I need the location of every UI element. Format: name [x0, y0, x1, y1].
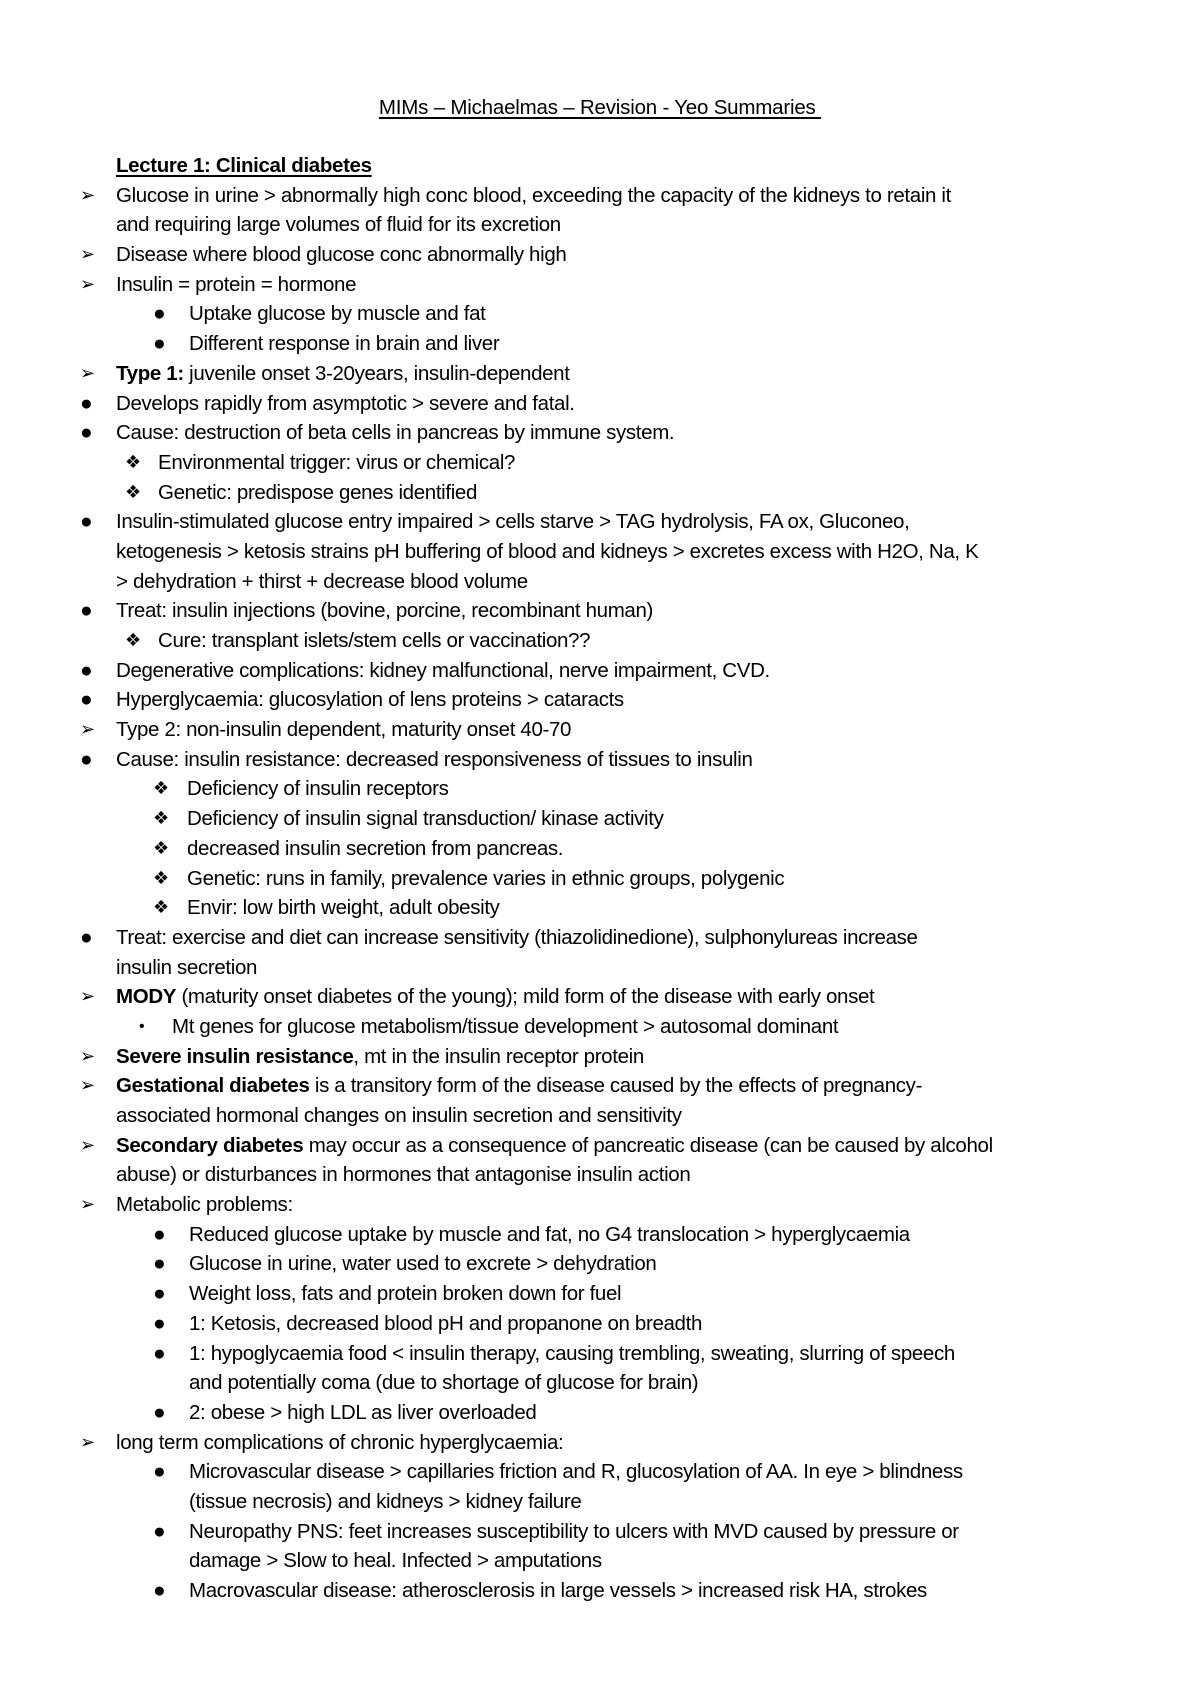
note-line: [0, 685, 1200, 715]
note-line: [0, 1428, 1200, 1458]
note-line: [0, 745, 1200, 775]
note-line: [0, 418, 1200, 448]
diamond-bullet-icon: ❖: [125, 630, 141, 650]
note-line: [0, 1101, 1200, 1131]
round-bullet-icon: ●: [153, 1311, 166, 1335]
note-line: [0, 1576, 1200, 1606]
note-line: [0, 656, 1200, 686]
note-text: Disease where blood glucose conc abnormally high: [116, 243, 567, 267]
round-bullet-icon: ●: [153, 1400, 166, 1424]
note-text: [116, 1042, 644, 1072]
note-line: [0, 329, 1200, 359]
note-line: [0, 1220, 1200, 1250]
note-line: [0, 1546, 1200, 1576]
arrow-bullet-icon: ➢: [80, 1134, 95, 1155]
note-line: [0, 1279, 1200, 1309]
note-text: Environmental trigger: virus or chemical?: [158, 450, 516, 474]
note-text: > dehydration + thirst + decrease blood volume: [116, 569, 528, 593]
diamond-bullet-icon: ❖: [153, 808, 169, 829]
note-line: [0, 864, 1200, 894]
note-line: [0, 1042, 1200, 1072]
note-text: Glucose in urine, water used to excrete > dehydration: [189, 1252, 657, 1276]
note-line: [0, 210, 1200, 240]
note-text: Insulin = protein = hormone: [116, 272, 357, 296]
round-bullet-icon: ●: [153, 332, 166, 356]
small-bullet-icon: •: [139, 1017, 145, 1035]
note-text-rest: (maturity onset diabetes of the young); mild form of the disease with early onset: [176, 985, 875, 1009]
round-bullet-icon: ●: [153, 1341, 166, 1365]
diamond-bullet-icon: ❖: [153, 867, 169, 888]
note-text: Envir: low birth weight, adult obesity: [187, 896, 500, 920]
note-line: [0, 923, 1200, 953]
note-text: [116, 982, 874, 1012]
document-title: MIMs – Michaelmas – Revision - Yeo Summaries: [378, 96, 822, 119]
note-line: [0, 1339, 1200, 1369]
note-line: [0, 1071, 1200, 1101]
arrow-bullet-icon: ➢: [80, 1431, 95, 1452]
round-bullet-icon: ●: [80, 391, 93, 415]
document-body: [0, 151, 1200, 1606]
arrow-bullet-icon: ➢: [80, 1075, 95, 1096]
section-heading: [0, 151, 1200, 181]
note-text: Reduced glucose uptake by muscle and fat, no G4 translocation > hyperglycaemia: [189, 1222, 910, 1246]
note-text: Cure: transplant islets/stem cells or vaccination??: [158, 629, 591, 652]
note-text: (tissue necrosis) and kidneys > kidney failure: [189, 1489, 582, 1513]
diamond-bullet-icon: ❖: [153, 897, 169, 918]
note-text: Insulin-stimulated glucose entry impaired > cells starve > TAG hydrolysis, FA ox, Gluconeo,: [116, 510, 910, 534]
note-text: decreased insulin secretion from pancreas.: [187, 836, 564, 860]
note-line: [0, 1012, 1200, 1042]
diamond-bullet-icon: ❖: [125, 451, 141, 472]
note-line: [0, 804, 1200, 834]
note-line: [0, 953, 1200, 983]
note-line: [0, 893, 1200, 923]
note-line: [0, 834, 1200, 864]
note-line: [0, 982, 1200, 1012]
note-text-rest: juvenile onset 3-20years, insulin-dependent: [183, 361, 570, 385]
note-text: long term complications of chronic hyperglycaemia:: [116, 1430, 564, 1454]
note-text: Microvascular disease > capillaries friction and R, glucosylation of AA. In eye > blindness: [189, 1460, 963, 1484]
note-text-rest: may occur as a consequence of pancreatic disease (can be caused by alcohol: [303, 1133, 993, 1157]
note-text: Cause: insulin resistance: decreased responsiveness of tissues to insulin: [116, 747, 753, 771]
note-line: [0, 448, 1200, 478]
note-line: [0, 596, 1200, 626]
note-text: Cause: destruction of beta cells in pancreas by immune system.: [116, 421, 675, 445]
arrow-bullet-icon: ➢: [80, 273, 95, 294]
note-text: Treat: exercise and diet can increase sensitivity (thiazolidinedione), sulphonylureas increase: [116, 925, 918, 949]
note-text: and potentially coma (due to shortage of glucose for brain): [189, 1371, 699, 1395]
bold-term: Secondary diabetes: [116, 1133, 304, 1157]
note-line: [0, 626, 1200, 656]
round-bullet-icon: ●: [80, 421, 93, 445]
round-bullet-icon: ●: [153, 1222, 166, 1246]
note-text: [116, 359, 570, 389]
note-text: Develops rapidly from asymptotic > severe and fatal.: [116, 391, 575, 415]
note-line: [0, 478, 1200, 508]
round-bullet-icon: ●: [80, 599, 93, 623]
arrow-bullet-icon: ➢: [80, 986, 95, 1007]
note-line: [0, 1131, 1200, 1161]
note-text: Mt genes for glucose metabolism/tissue development > autosomal dominant: [172, 1014, 839, 1038]
note-text: associated hormonal changes on insulin secretion and sensitivity: [116, 1104, 682, 1127]
round-bullet-icon: ●: [153, 1282, 166, 1306]
note-text: abuse) or disturbances in hormones that antagonise insulin action: [116, 1163, 691, 1187]
arrow-bullet-icon: ➢: [80, 362, 95, 383]
note-text: Type 2: non-insulin dependent, maturity onset 40-70: [116, 718, 572, 742]
arrow-bullet-icon: ➢: [80, 184, 95, 205]
bold-term: Gestational diabetes: [116, 1074, 310, 1098]
note-text: Neuropathy PNS: feet increases susceptibility to ulcers with MVD caused by pressure or: [189, 1519, 959, 1543]
note-line: [0, 567, 1200, 597]
note-text-rest: is a transitory form of the disease caused by the effects of pregnancy-: [309, 1074, 923, 1098]
note-line: [0, 1190, 1200, 1220]
bold-term: Type 1:: [116, 361, 184, 385]
note-text: Degenerative complications: kidney malfunctional, nerve impairment, CVD.: [116, 658, 770, 682]
round-bullet-icon: ●: [153, 302, 166, 326]
note-line: [0, 774, 1200, 804]
note-line: [0, 1517, 1200, 1547]
note-line: [0, 537, 1200, 567]
note-text: Metabolic problems:: [116, 1193, 293, 1217]
note-text: [116, 1071, 922, 1101]
diamond-bullet-icon: ❖: [153, 778, 169, 799]
note-text: Hyperglycaemia: glucosylation of lens proteins > cataracts: [116, 688, 624, 712]
note-line: [0, 389, 1200, 419]
note-text: and requiring large volumes of fluid for its excretion: [116, 213, 561, 237]
round-bullet-icon: ●: [153, 1579, 166, 1602]
note-text: Deficiency of insulin receptors: [187, 777, 449, 801]
note-text: Genetic: predispose genes identified: [158, 480, 478, 504]
arrow-bullet-icon: ➢: [80, 1045, 95, 1066]
arrow-bullet-icon: ➢: [80, 244, 95, 265]
note-text: damage > Slow to heal. Infected > amputations: [189, 1549, 602, 1573]
note-line: [0, 299, 1200, 329]
note-line: [0, 1249, 1200, 1279]
note-line: [0, 1368, 1200, 1398]
note-line: [0, 507, 1200, 537]
note-text: 1: hypoglycaemia food < insulin therapy, causing trembling, sweating, slurring of speech: [189, 1341, 955, 1365]
note-text: Glucose in urine > abnormally high conc blood, exceeding the capacity of the kidneys to retain it: [116, 183, 951, 207]
note-line: [0, 270, 1200, 300]
diamond-bullet-icon: ❖: [125, 481, 141, 502]
note-text: insulin secretion: [116, 955, 258, 979]
round-bullet-icon: ●: [153, 1460, 166, 1484]
note-line: [0, 240, 1200, 270]
note-line: [0, 1309, 1200, 1339]
note-text: Macrovascular disease: atherosclerosis in large vessels > increased risk HA, strokes: [189, 1579, 927, 1602]
bold-term: Severe insulin resistance: [116, 1044, 354, 1068]
note-text: Lecture 1: Clinical diabetes: [116, 154, 372, 177]
note-text-rest: , mt in the insulin receptor protein: [353, 1044, 644, 1068]
note-line: [0, 715, 1200, 745]
note-line: [0, 1457, 1200, 1487]
round-bullet-icon: ●: [153, 1519, 166, 1543]
round-bullet-icon: ●: [80, 688, 93, 712]
note-line: [0, 359, 1200, 389]
note-text: 1: Ketosis, decreased blood pH and propanone on breadth: [189, 1311, 702, 1335]
note-line: [0, 1487, 1200, 1517]
round-bullet-icon: ●: [80, 747, 93, 771]
note-text: Uptake glucose by muscle and fat: [189, 302, 486, 326]
note-text: 2: obese > high LDL as liver overloaded: [189, 1400, 537, 1424]
note-text: Deficiency of insulin signal transduction/ kinase activity: [187, 807, 664, 831]
note-line: [0, 1398, 1200, 1428]
bold-term: MODY: [116, 985, 177, 1009]
note-text: Genetic: runs in family, prevalence varies in ethnic groups, polygenic: [187, 866, 785, 890]
note-text: Different response in brain and liver: [189, 332, 500, 356]
round-bullet-icon: ●: [80, 510, 93, 534]
note-line: [0, 1160, 1200, 1190]
diamond-bullet-icon: ❖: [153, 837, 169, 858]
note-text: Weight loss, fats and protein broken down for fuel: [189, 1282, 622, 1306]
round-bullet-icon: ●: [80, 925, 93, 949]
arrow-bullet-icon: ➢: [80, 1194, 95, 1215]
arrow-bullet-icon: ➢: [80, 719, 95, 740]
note-text: ketogenesis > ketosis strains pH buffering of blood and kidneys > excretes excess with H2O, Na, K: [116, 539, 979, 563]
note-text: Treat: insulin injections (bovine, porcine, recombinant human): [116, 599, 654, 623]
round-bullet-icon: ●: [80, 658, 93, 682]
round-bullet-icon: ●: [153, 1252, 166, 1276]
note-line: [0, 181, 1200, 211]
note-text: [116, 1131, 993, 1161]
